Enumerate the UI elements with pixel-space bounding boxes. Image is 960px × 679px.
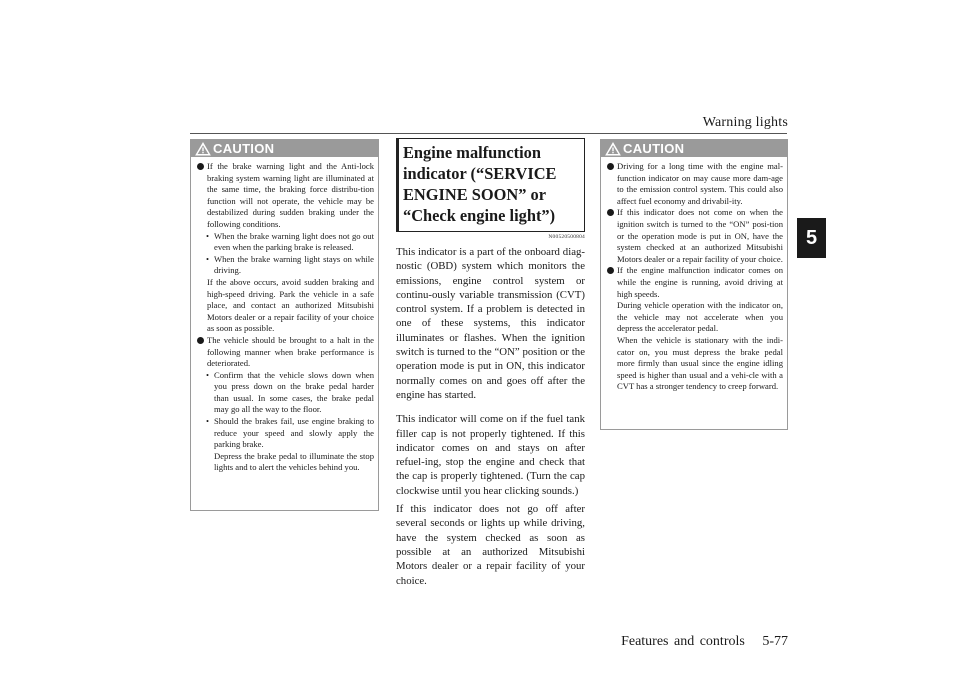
dash-text: When the brake warning light does not go out even when the parking brake is released. xyxy=(214,230,374,253)
bullet-icon xyxy=(607,209,614,216)
dash-bullet-icon: • xyxy=(206,416,210,427)
bullet-icon xyxy=(197,163,204,170)
caution-bullet xyxy=(607,207,783,265)
section-heading: Engine malfunction indicator (“SERVICE ENGINE SOON” or “Check engine light”) xyxy=(403,143,557,225)
dash-bullet-icon: • xyxy=(206,369,210,380)
left-caution-box xyxy=(190,139,379,511)
bullet-text: The vehicle should be brought to a halt in the following manner when brake performance is deteriorated. xyxy=(207,334,374,369)
dash-item xyxy=(197,370,374,416)
page-footer xyxy=(621,634,788,650)
follow-paragraph: When the vehicle is stationary with the indi-cator on, you must depress the brake pedal more firmly than usual since the engine idling speed is higher than usual and a vehi-cle with a CVT has a stronger tendency to creep forward. xyxy=(617,334,783,392)
follow-paragraph: During vehicle operation with the indicator on, the vehicle may not accelerate when you depress the accelerator pedal. xyxy=(617,300,783,334)
middle-column xyxy=(396,138,585,588)
dash-text: When the brake warning light stays on while driving. xyxy=(214,253,374,276)
dash-bullet-icon: • xyxy=(206,253,210,264)
bullet-icon xyxy=(607,267,614,274)
bullet-icon xyxy=(197,337,204,344)
dash-item xyxy=(197,254,374,277)
right-caution-box xyxy=(600,139,788,430)
document-code: N00520500804 xyxy=(548,234,585,240)
dash-text: Should the brakes fail, use engine braking to reduce your speed and slowly apply the parking brake. xyxy=(214,416,374,450)
caution-label: CAUTION xyxy=(213,141,275,156)
warning-triangle-icon xyxy=(605,142,621,156)
follow-paragraph: If the above occurs, avoid sudden braking and high-speed driving. Park the vehicle in a safe place, and contact an authorized Mitsubishi Motors dealer or a repair facility of your choice as soon as possible. xyxy=(207,276,374,334)
dash-item xyxy=(197,416,374,451)
bullet-text: If the engine malfunction indicator comes on while the engine is running, avoid driving at high speeds. xyxy=(617,265,783,299)
caution-label: CAUTION xyxy=(623,141,685,156)
body-paragraph: If this indicator does not go off after several seconds or lights up while driving, have the system checked as soon as possible at an authorized Mitsubishi Motors dealer or a repair facility of your choice. xyxy=(396,503,585,587)
caution-bullet xyxy=(197,335,374,370)
page-header-title: Warning lights xyxy=(702,115,788,130)
bullet-text: Driving for a long time with the engine mal-function indicator on may cause more dam-age to the emission control system. This could also affect fuel economy and drivabil-ity. xyxy=(617,161,783,206)
dash-item xyxy=(197,231,374,254)
body-paragraph: This indicator will come on if the fuel tank filler cap is not properly tightened. If this indicator comes on and stays on after refuel-ing, stop the engine and check that the cap is properly tightened. (Turn the cap clockwise until you hear clicking sounds.) xyxy=(396,413,585,497)
bullet-icon xyxy=(607,163,614,170)
caution-bullet xyxy=(197,161,374,231)
bullet-text: If the brake warning light and the Anti-lock braking system warning light are illuminated at the same time, the braking force distribu-tion function will not operate, the vehicle may be destabilized during sudden braking under the following conditions. xyxy=(207,161,374,229)
caution-body xyxy=(191,157,378,480)
caution-header xyxy=(191,140,378,157)
warning-triangle-icon xyxy=(195,142,211,156)
dash-follow-paragraph: Depress the brake pedal to illuminate the stop lights and to alert the vehicles behind you. xyxy=(214,450,374,473)
caution-header xyxy=(601,140,787,157)
bullet-text: If this indicator does not come on when the ignition switch is turned to the “ON” posi-tion or the operation mode is put in ON, have the system checked at an authorized Mitsubishi Motors dealer or a repair facility of your choice. xyxy=(617,207,783,264)
caution-bullet xyxy=(607,265,783,300)
dash-text: Confirm that the vehicle slows down when you press down on the brake pedal harder than usual. In some cases, the brake pedal may go all the way to the floor. xyxy=(214,369,374,415)
header-divider xyxy=(190,133,787,134)
page-number: 5-77 xyxy=(762,634,788,649)
caution-body xyxy=(601,157,787,399)
section-heading-box xyxy=(396,138,585,232)
body-paragraph: This indicator is a part of the onboard diag-nostic (OBD) system which monitors the emissions, engine control system or continu-ously variable transmission (CVT) control system. If a problem is detected in one of these systems, this indicator illuminates or flashes. When the ignition switch is turned to the “ON” position or the operation mode is put in ON, this indicator normally comes on and goes off after the engine has started. xyxy=(396,246,585,401)
caution-bullet xyxy=(607,161,783,207)
dash-bullet-icon: • xyxy=(206,230,210,241)
section-tab: 5 xyxy=(797,218,826,258)
footer-section: Features and controls xyxy=(621,634,745,649)
